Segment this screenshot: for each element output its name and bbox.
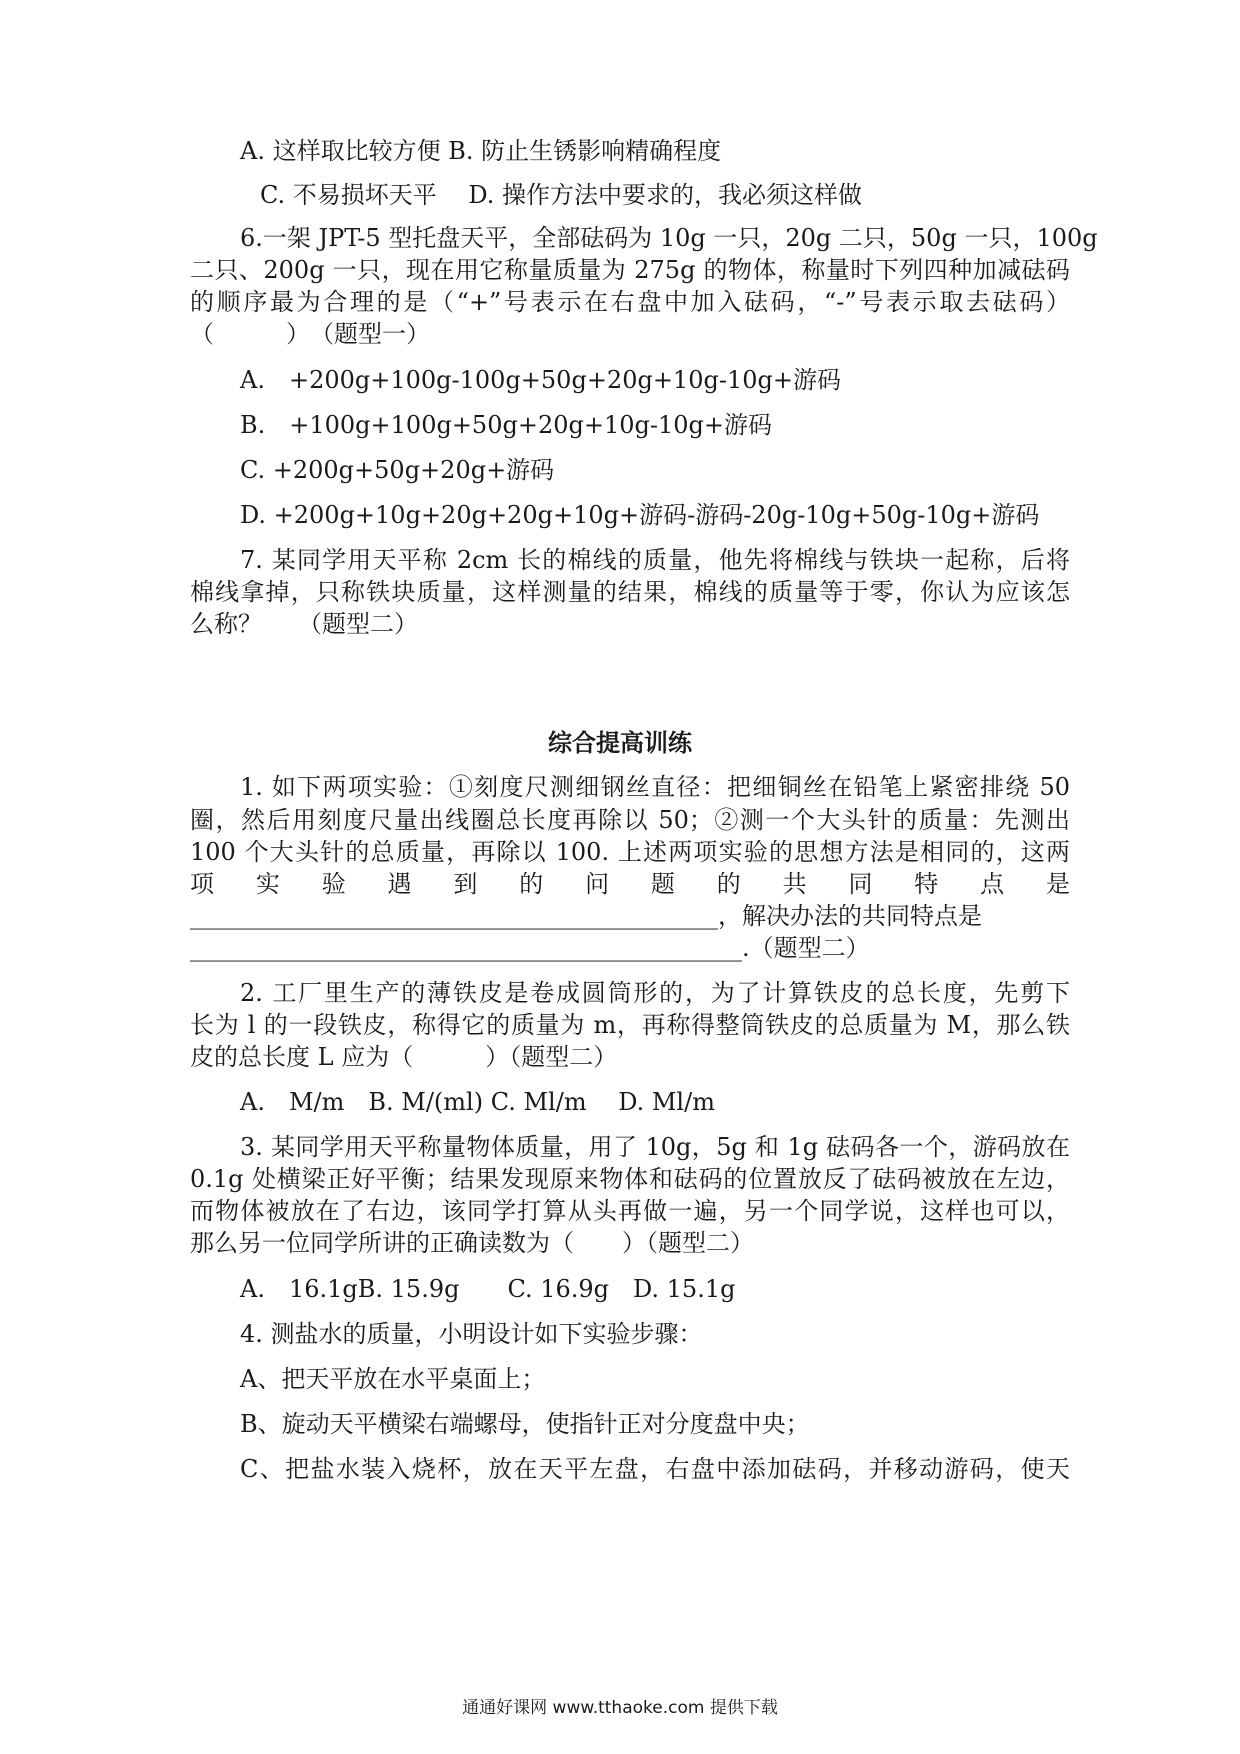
- q6-option-d: D. +200g+10g+20g+20g+10g+游码-游码-20g-10g+50g-10g+游码: [240, 501, 1040, 529]
- s1-line-6: ______________________________________________.（题型二）: [190, 934, 870, 962]
- q6-line-4: （ ） （题型一）: [190, 320, 430, 348]
- s4-step-b: B、旋动天平横梁右端螺母，使指针正对分度盘中央；: [240, 1410, 810, 1438]
- s2-line-3: 皮的总长度 L 应为（ ）（题型二）: [190, 1043, 618, 1071]
- q5-option-cd: C. 不易损坏天平 D. 操作方法中要求的，我必须这样做: [260, 181, 863, 209]
- section-title: 综合提高训练: [548, 729, 692, 757]
- s3-line-3: 而物体被放在了右边，该同学打算从头再做一遍，另一个同学说，这样也可以，: [190, 1197, 1070, 1225]
- q6-option-c: C. +200g+50g+20g+游码: [240, 456, 555, 484]
- s1-line-1: 1. 如下两项实验：①刻度尺测细钢丝直径：把细铜丝在铅笔上紧密排绕 50: [240, 773, 1070, 801]
- s3-line-2: 0.1g 处横梁正好平衡；结果发现原来物体和砝码的位置放反了砝码被放在左边，: [190, 1165, 1070, 1193]
- s4-step-c: C、把盐水装入烧杯，放在天平左盘，右盘中添加砝码，并移动游码，使天: [240, 1455, 1070, 1483]
- s1-line-2: 圈，然后用刻度尺量出线圈总长度再除以 50；②测一个大头针的质量：先测出: [190, 806, 1070, 834]
- s1-line-3: 100 个大头针的总质量，再除以 100. 上述两项实验的思想方法是相同的，这两: [190, 838, 1070, 866]
- q7-line-2: 棉线拿掉，只称铁块质量，这样测量的结果，棉线的质量等于零，你认为应该怎: [190, 578, 1070, 606]
- q6-line-1: 6.一架 JPT-5 型托盘天平，全部砝码为 10g 一只，20g 二只，50g 一只，100g: [240, 224, 1098, 252]
- s1-line-4: 项 实 验 遇 到 的 问 题 的 共 同 特 点 是: [190, 870, 1070, 898]
- page-footer: 通通好课网 www.tthaoke.com 提供下载: [462, 1698, 778, 1718]
- s4-line-1: 4. 测盐水的质量，小明设计如下实验步骤：: [240, 1320, 703, 1348]
- q6-line-2: 二只、200g 一只，现在用它称量质量为 275g 的物体，称量时下列四种加减砝码: [190, 256, 1070, 284]
- q7-line-3: 么称？ （题型二）: [190, 610, 418, 638]
- q6-line-3: 的顺序最为合理的是（“+”号表示在右盘中加入砝码，“-”号表示取去砝码）: [190, 288, 1070, 316]
- s4-step-a: A、把天平放在水平桌面上；: [240, 1365, 546, 1393]
- s3-line-4: 那么另一位同学所讲的正确读数为（ ）（题型二）: [190, 1229, 754, 1257]
- q6-option-b: B. +100g+100g+50g+20g+10g-10g+游码: [240, 411, 772, 439]
- s3-line-1: 3. 某同学用天平称量物体质量，用了 10g，5g 和 1g 砝码各一个，游码放在: [240, 1133, 1070, 1161]
- q7-line-1: 7. 某同学用天平称 2cm 长的棉线的质量，他先将棉线与铁块一起称，后将: [240, 546, 1070, 574]
- s3-options: A. 16.1gB. 15.9g C. 16.9g D. 15.1g: [240, 1275, 736, 1303]
- s2-options: A. M/m B. M/(ml) C. Ml/m D. Ml/m: [240, 1088, 715, 1116]
- s2-line-2: 长为 l 的一段铁皮，称得它的质量为 m，再称得整筒铁皮的总质量为 M，那么铁: [190, 1011, 1070, 1039]
- q6-option-a: A. +200g+100g-100g+50g+20g+10g-10g+游码: [240, 366, 841, 394]
- s2-line-1: 2. 工厂里生产的薄铁皮是卷成圆筒形的，为了计算铁皮的总长度，先剪下: [240, 979, 1070, 1007]
- s1-line-5: ____________________________________________，解决办法的共同特点是: [190, 902, 982, 930]
- q5-option-ab: A. 这样取比较方便 B. 防止生锈影响精确程度: [240, 137, 722, 165]
